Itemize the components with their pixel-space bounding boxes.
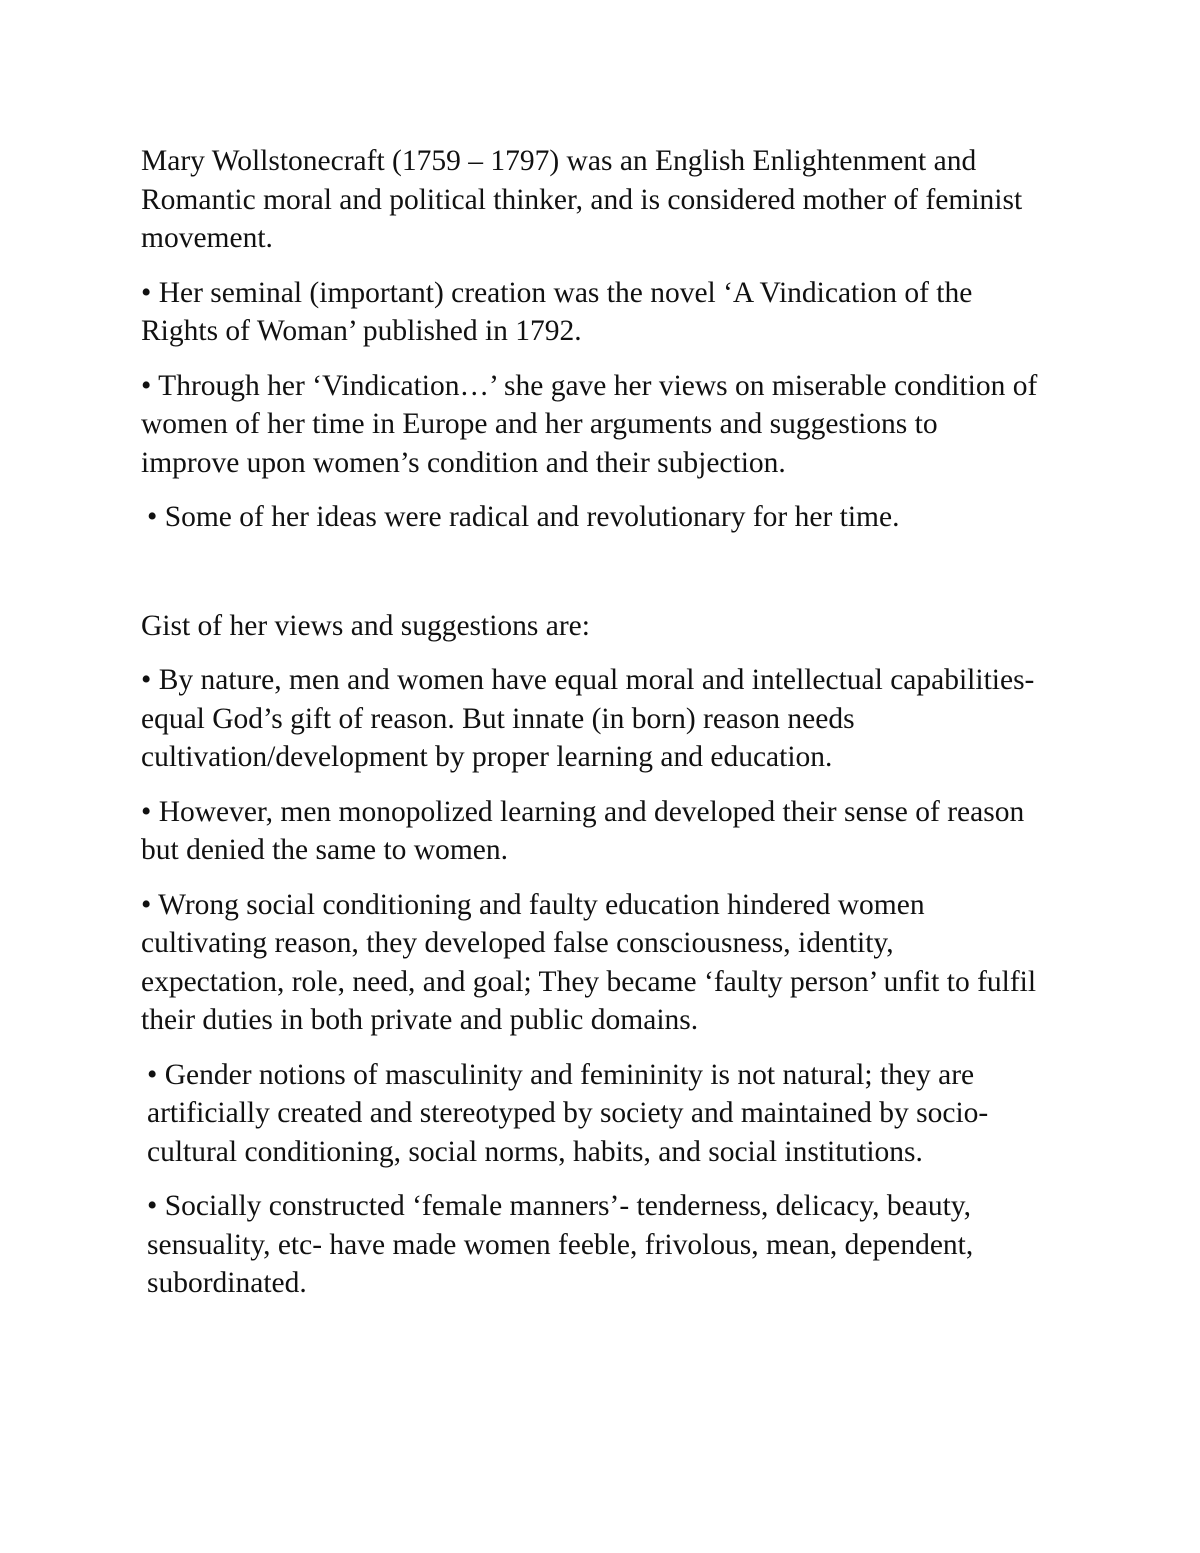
bullet-wrong-conditioning: • Wrong social conditioning and faulty education hindered women cultivating reason, they developed false consciousness, identity, expectation, role, need, and goal; They became ‘faulty person’ unfit to fulfil their duties in both private and public domains. <box>141 888 1037 1036</box>
document-body <box>141 142 1041 1319</box>
bullet-vindication-views: • Through her ‘Vindication…’ she gave her views on miserable condition of women of her time in Europe and her arguments and suggestions to improve upon women’s condition and their subjection. <box>141 369 1038 479</box>
bullet-female-manners: • Socially constructed ‘female manners’- tenderness, delicacy, beauty, sensuality, etc- have made women feeble, frivolous, mean, dependent, subordinated. <box>147 1190 974 1299</box>
bullet-men-monopolized: • However, men monopolized learning and developed their sense of reason but denied the same to women. <box>141 795 1025 866</box>
bullet-seminal-creation: • Her seminal (important) creation was the novel ‘A Vindication of the Rights of Woman’ published in 1792. <box>141 276 973 347</box>
bullet-equal-nature: • By nature, men and women have equal moral and intellectual capabilities- equal God’s gift of reason. But innate (in born) reason needs cultivation/development by proper learning and education. <box>141 664 1035 773</box>
gist-heading: Gist of her views and suggestions are: <box>141 609 590 642</box>
section-spacer <box>141 553 1041 607</box>
bullet-radical-ideas: • Some of her ideas were radical and revolutionary for her time. <box>147 501 900 533</box>
intro-paragraph: Mary Wollstonecraft (1759 – 1797) was an English Enlightenment and Romantic moral and political thinker, and is considered mother of feminist movement. <box>141 145 1023 254</box>
bullet-gender-notions: • Gender notions of masculinity and femininity is not natural; they are artificially created and stereotyped by society and maintained by socio-cultural conditioning, social norms, habits, and social institutions. <box>147 1058 989 1168</box>
